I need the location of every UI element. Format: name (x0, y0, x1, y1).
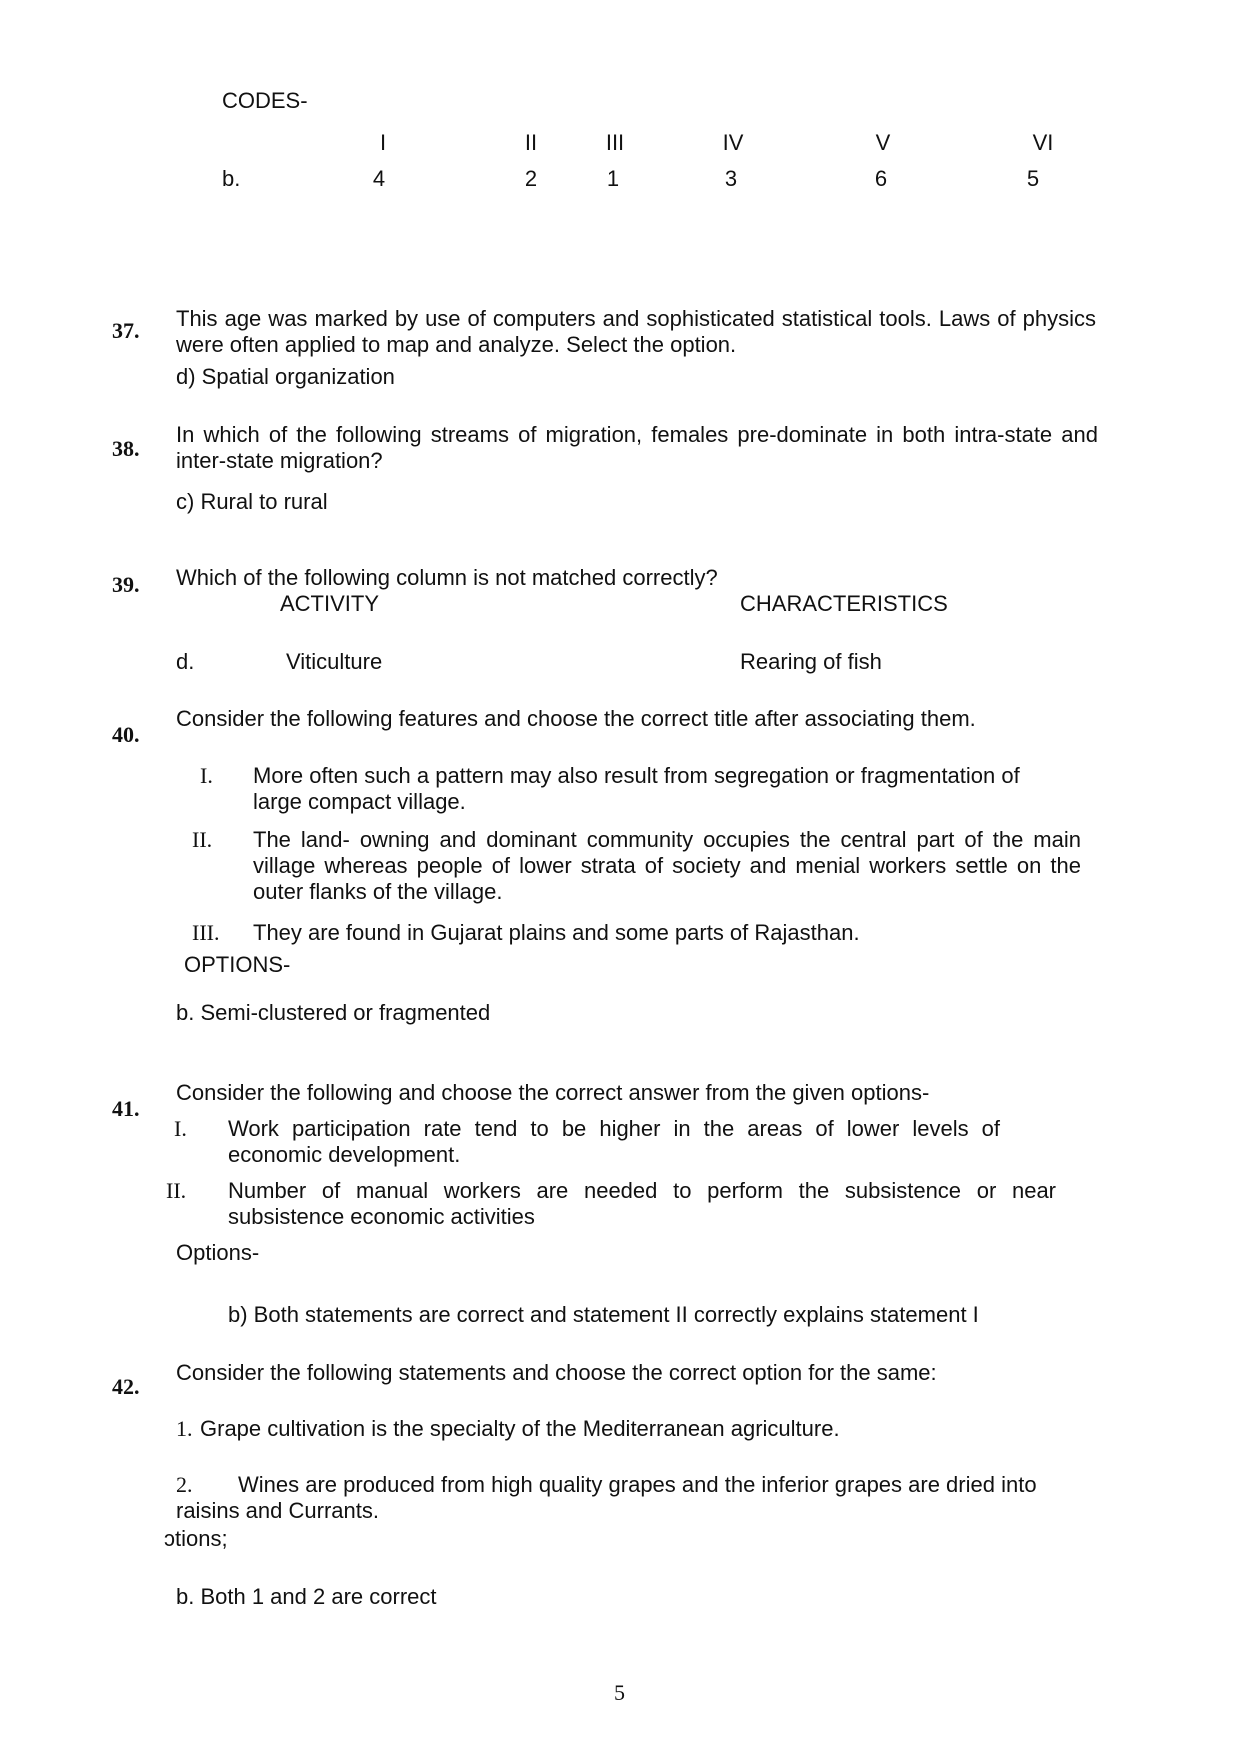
options-label: ɔtions; (164, 1526, 228, 1551)
statement-text: Wines are produced from high quality grapes and the inferior grapes are dried into raisins and Currants. (176, 1472, 1037, 1523)
codes-header: III (605, 130, 625, 155)
codes-header: I (379, 130, 387, 155)
question-37-text: This age was marked by use of computers and sophisticated statistical tools. Laws of physics were often applied to map and analyze. Select the option. (176, 306, 1096, 357)
question-number-39: 39. (112, 572, 140, 597)
codes-label: CODES- (222, 88, 308, 113)
list-item-number: I. (174, 1116, 187, 1141)
statement-number: 1. (176, 1416, 193, 1441)
options-label: Options- (176, 1240, 260, 1265)
question-42-answer: b. Both 1 and 2 are correct (176, 1584, 437, 1609)
question-42-text: Consider the following statements and choose the correct option for the same: (176, 1360, 937, 1385)
question-number-41: 41. (112, 1096, 140, 1121)
codes-header: II (524, 130, 538, 155)
codes-value: 3 (724, 166, 738, 191)
codes-value: 6 (874, 166, 888, 191)
question-40-text: Consider the following features and choose the correct title after associating them. (176, 706, 976, 731)
question-39-answer-activity: Viticulture (286, 649, 383, 674)
list-item-text: The land- owning and dominant community occupies the central part of the main village whereas people of lower strata of society and menial workers settle on the outer flanks of the village. (253, 827, 1081, 904)
codes-value: 5 (1026, 166, 1040, 191)
codes-value: 1 (606, 166, 620, 191)
options-label: OPTIONS- (184, 952, 291, 977)
list-item-text: They are found in Gujarat plains and some parts of Rajasthan. (253, 920, 860, 945)
codes-header: IV (722, 130, 744, 155)
codes-row-label: b. (222, 166, 241, 191)
codes-header: VI (1032, 130, 1054, 155)
question-38-answer: c) Rural to rural (176, 489, 328, 514)
question-38-text: In which of the following streams of migration, females pre-dominate in both intra-state and inter-state migration? (176, 422, 1098, 473)
codes-header: V (875, 130, 891, 155)
statement-text: Grape cultivation is the specialty of the Mediterranean agriculture. (200, 1416, 840, 1441)
list-item-number: II. (166, 1178, 187, 1203)
question-39-answer-label: d. (176, 649, 195, 674)
question-41-answer: b) Both statements are correct and statement II correctly explains statement I (228, 1302, 979, 1327)
list-item-number: III. (192, 920, 220, 945)
list-item-number: I. (200, 763, 213, 788)
question-39-text: Which of the following column is not matched correctly? (176, 565, 718, 590)
list-item-text: More often such a pattern may also result from segregation or fragmentation of large compact village. (253, 763, 1020, 814)
question-39-answer-characteristic: Rearing of fish (740, 649, 882, 674)
question-number-38: 38. (112, 436, 140, 461)
question-number-42: 42. (112, 1374, 140, 1399)
question-number-37: 37. (112, 318, 140, 343)
list-item-number: II. (192, 827, 213, 852)
page-number: 5 (614, 1680, 625, 1705)
column-header-characteristics: CHARACTERISTICS (740, 591, 948, 616)
question-37-answer: d) Spatial organization (176, 364, 395, 389)
statement-number: 2. (176, 1472, 193, 1497)
list-item-text: Number of manual workers are needed to perform the subsistence or near subsistence economic activities (228, 1178, 1056, 1229)
column-header-activity: ACTIVITY (280, 591, 380, 616)
list-item-text: Work participation rate tend to be higher in the areas of lower levels of economic development. (228, 1116, 1000, 1167)
question-40-answer: b. Semi-clustered or fragmented (176, 1000, 491, 1025)
question-number-40: 40. (112, 722, 140, 747)
codes-value: 4 (372, 166, 386, 191)
codes-value: 2 (524, 166, 538, 191)
question-41-text: Consider the following and choose the correct answer from the given options- (176, 1080, 930, 1105)
